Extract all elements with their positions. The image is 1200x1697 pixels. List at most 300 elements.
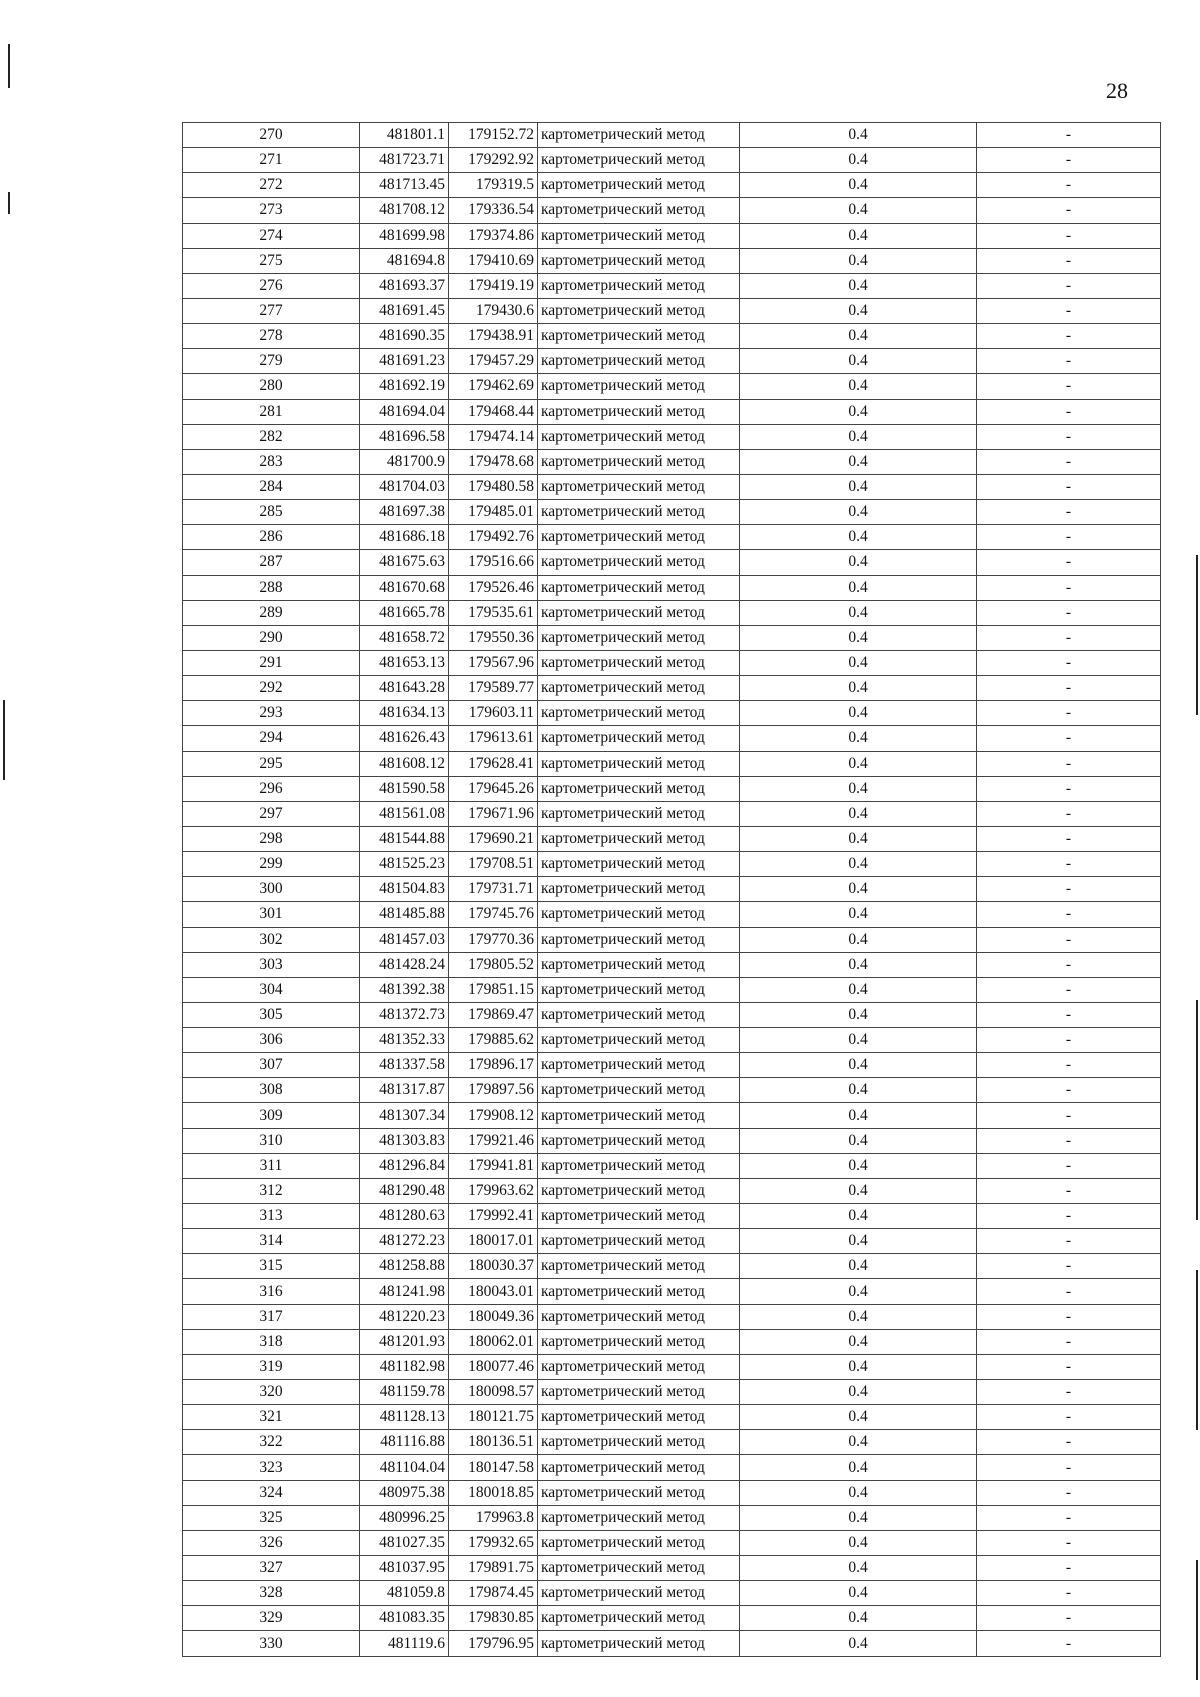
table-row — [183, 650, 1161, 675]
y-coordinate-cell: 179645.26 — [449, 776, 538, 801]
x-coordinate-cell: 481708.12 — [360, 198, 449, 223]
y-coordinate-cell: 179885.62 — [449, 1028, 538, 1053]
point-number-cell: 329 — [183, 1606, 360, 1631]
x-coordinate-cell: 481296.84 — [360, 1153, 449, 1178]
table-row — [183, 223, 1161, 248]
accuracy-cell: 0.4 — [740, 1103, 977, 1128]
table-row — [183, 1279, 1161, 1304]
x-coordinate-cell: 481159.78 — [360, 1380, 449, 1405]
accuracy-cell: 0.4 — [740, 1204, 977, 1229]
scan-artifact-left-2 — [8, 192, 10, 214]
table-row — [183, 399, 1161, 424]
point-number-cell: 276 — [183, 273, 360, 298]
accuracy-cell: 0.4 — [740, 776, 977, 801]
y-coordinate-cell: 179690.21 — [449, 826, 538, 851]
x-coordinate-cell: 481561.08 — [360, 801, 449, 826]
table-row — [183, 1304, 1161, 1329]
note-cell: - — [977, 650, 1161, 675]
method-cell: картометрический метод — [538, 977, 740, 1002]
x-coordinate-cell: 481693.37 — [360, 273, 449, 298]
y-coordinate-cell: 179535.61 — [449, 600, 538, 625]
y-coordinate-cell: 180049.36 — [449, 1304, 538, 1329]
method-cell: картометрический метод — [538, 273, 740, 298]
x-coordinate-cell: 481059.8 — [360, 1581, 449, 1606]
method-cell: картометрический метод — [538, 399, 740, 424]
table-row — [183, 1455, 1161, 1480]
accuracy-cell: 0.4 — [740, 1480, 977, 1505]
note-cell: - — [977, 474, 1161, 499]
y-coordinate-cell: 179410.69 — [449, 248, 538, 273]
y-coordinate-cell: 180077.46 — [449, 1354, 538, 1379]
accuracy-cell: 0.4 — [740, 1455, 977, 1480]
point-number-cell: 316 — [183, 1279, 360, 1304]
table-row — [183, 751, 1161, 776]
accuracy-cell: 0.4 — [740, 575, 977, 600]
y-coordinate-cell: 179891.75 — [449, 1556, 538, 1581]
point-number-cell: 300 — [183, 877, 360, 902]
method-cell: картометрический метод — [538, 1455, 740, 1480]
y-coordinate-cell: 179628.41 — [449, 751, 538, 776]
table-row — [183, 474, 1161, 499]
x-coordinate-cell: 481704.03 — [360, 474, 449, 499]
note-cell: - — [977, 374, 1161, 399]
y-coordinate-cell: 179526.46 — [449, 575, 538, 600]
point-number-cell: 322 — [183, 1430, 360, 1455]
x-coordinate-cell: 481083.35 — [360, 1606, 449, 1631]
method-cell: картометрический метод — [538, 625, 740, 650]
point-number-cell: 330 — [183, 1631, 360, 1656]
note-cell: - — [977, 977, 1161, 1002]
point-number-cell: 305 — [183, 1002, 360, 1027]
method-cell: картометрический метод — [538, 1581, 740, 1606]
note-cell: - — [977, 1530, 1161, 1555]
y-coordinate-cell: 180062.01 — [449, 1329, 538, 1354]
x-coordinate-cell: 481307.34 — [360, 1103, 449, 1128]
table-row — [183, 952, 1161, 977]
accuracy-cell: 0.4 — [740, 977, 977, 1002]
note-cell: - — [977, 1178, 1161, 1203]
y-coordinate-cell: 179478.68 — [449, 449, 538, 474]
y-coordinate-cell: 179457.29 — [449, 349, 538, 374]
table-row — [183, 550, 1161, 575]
accuracy-cell: 0.4 — [740, 625, 977, 650]
y-coordinate-cell: 179516.66 — [449, 550, 538, 575]
note-cell: - — [977, 123, 1161, 148]
accuracy-cell: 0.4 — [740, 198, 977, 223]
note-cell: - — [977, 877, 1161, 902]
accuracy-cell: 0.4 — [740, 173, 977, 198]
x-coordinate-cell: 481694.04 — [360, 399, 449, 424]
point-number-cell: 325 — [183, 1505, 360, 1530]
method-cell: картометрический метод — [538, 349, 740, 374]
table-row — [183, 424, 1161, 449]
accuracy-cell: 0.4 — [740, 1304, 977, 1329]
x-coordinate-cell: 481670.68 — [360, 575, 449, 600]
x-coordinate-cell: 481696.58 — [360, 424, 449, 449]
note-cell: - — [977, 1556, 1161, 1581]
method-cell: картометрический метод — [538, 1606, 740, 1631]
method-cell: картометрический метод — [538, 1304, 740, 1329]
table-row — [183, 676, 1161, 701]
x-coordinate-cell: 481116.88 — [360, 1430, 449, 1455]
x-coordinate-cell: 481201.93 — [360, 1329, 449, 1354]
note-cell: - — [977, 1103, 1161, 1128]
point-number-cell: 288 — [183, 575, 360, 600]
note-cell: - — [977, 952, 1161, 977]
table-row — [183, 902, 1161, 927]
table-row — [183, 1204, 1161, 1229]
point-number-cell: 294 — [183, 726, 360, 751]
x-coordinate-cell: 481690.35 — [360, 324, 449, 349]
y-coordinate-cell: 180147.58 — [449, 1455, 538, 1480]
point-number-cell: 315 — [183, 1254, 360, 1279]
note-cell: - — [977, 399, 1161, 424]
y-coordinate-cell: 179731.71 — [449, 877, 538, 902]
accuracy-cell: 0.4 — [740, 1505, 977, 1530]
method-cell: картометрический метод — [538, 1103, 740, 1128]
table-row — [183, 1480, 1161, 1505]
scan-artifact-left-1 — [8, 44, 10, 88]
note-cell: - — [977, 575, 1161, 600]
note-cell: - — [977, 1229, 1161, 1254]
note-cell: - — [977, 927, 1161, 952]
method-cell: картометрический метод — [538, 525, 740, 550]
table-row — [183, 324, 1161, 349]
accuracy-cell: 0.4 — [740, 1178, 977, 1203]
x-coordinate-cell: 481699.98 — [360, 223, 449, 248]
table-row — [183, 1002, 1161, 1027]
y-coordinate-cell: 180098.57 — [449, 1380, 538, 1405]
accuracy-cell: 0.4 — [740, 1028, 977, 1053]
y-coordinate-cell: 179550.36 — [449, 625, 538, 650]
accuracy-cell: 0.4 — [740, 1631, 977, 1656]
accuracy-cell: 0.4 — [740, 1229, 977, 1254]
note-cell: - — [977, 1380, 1161, 1405]
y-coordinate-cell: 179963.62 — [449, 1178, 538, 1203]
y-coordinate-cell: 179374.86 — [449, 223, 538, 248]
method-cell: картометрический метод — [538, 148, 740, 173]
x-coordinate-cell: 481697.38 — [360, 500, 449, 525]
accuracy-cell: 0.4 — [740, 701, 977, 726]
table-row — [183, 1329, 1161, 1354]
point-number-cell: 291 — [183, 650, 360, 675]
point-number-cell: 290 — [183, 625, 360, 650]
point-number-cell: 309 — [183, 1103, 360, 1128]
y-coordinate-cell: 180030.37 — [449, 1254, 538, 1279]
method-cell: картометрический метод — [538, 298, 740, 323]
x-coordinate-cell: 481352.33 — [360, 1028, 449, 1053]
accuracy-cell: 0.4 — [740, 726, 977, 751]
accuracy-cell: 0.4 — [740, 474, 977, 499]
method-cell: картометрический метод — [538, 726, 740, 751]
method-cell: картометрический метод — [538, 650, 740, 675]
point-number-cell: 270 — [183, 123, 360, 148]
table-row — [183, 1078, 1161, 1103]
y-coordinate-cell: 180018.85 — [449, 1480, 538, 1505]
y-coordinate-cell: 179336.54 — [449, 198, 538, 223]
note-cell: - — [977, 902, 1161, 927]
point-number-cell: 273 — [183, 198, 360, 223]
point-number-cell: 323 — [183, 1455, 360, 1480]
table-row — [183, 801, 1161, 826]
x-coordinate-cell: 481504.83 — [360, 877, 449, 902]
table-row — [183, 1380, 1161, 1405]
table-row — [183, 1405, 1161, 1430]
note-cell: - — [977, 349, 1161, 374]
point-number-cell: 306 — [183, 1028, 360, 1053]
note-cell: - — [977, 324, 1161, 349]
x-coordinate-cell: 481104.04 — [360, 1455, 449, 1480]
x-coordinate-cell: 481241.98 — [360, 1279, 449, 1304]
y-coordinate-cell: 179805.52 — [449, 952, 538, 977]
note-cell: - — [977, 801, 1161, 826]
point-number-cell: 272 — [183, 173, 360, 198]
note-cell: - — [977, 1279, 1161, 1304]
table-row — [183, 1631, 1161, 1656]
note-cell: - — [977, 1028, 1161, 1053]
point-number-cell: 277 — [183, 298, 360, 323]
method-cell: картометрический метод — [538, 223, 740, 248]
point-number-cell: 312 — [183, 1178, 360, 1203]
table-row — [183, 198, 1161, 223]
accuracy-cell: 0.4 — [740, 877, 977, 902]
note-cell: - — [977, 1505, 1161, 1530]
method-cell: картометрический метод — [538, 248, 740, 273]
method-cell: картометрический метод — [538, 1480, 740, 1505]
y-coordinate-cell: 180136.51 — [449, 1430, 538, 1455]
note-cell: - — [977, 298, 1161, 323]
accuracy-cell: 0.4 — [740, 1556, 977, 1581]
note-cell: - — [977, 223, 1161, 248]
x-coordinate-cell: 481037.95 — [360, 1556, 449, 1581]
table-row — [183, 1229, 1161, 1254]
x-coordinate-cell: 481027.35 — [360, 1530, 449, 1555]
y-coordinate-cell: 179589.77 — [449, 676, 538, 701]
accuracy-cell: 0.4 — [740, 1078, 977, 1103]
table-row — [183, 173, 1161, 198]
method-cell: картометрический метод — [538, 676, 740, 701]
point-number-cell: 286 — [183, 525, 360, 550]
method-cell: картометрический метод — [538, 474, 740, 499]
method-cell: картометрический метод — [538, 801, 740, 826]
x-coordinate-cell: 481665.78 — [360, 600, 449, 625]
table-row — [183, 600, 1161, 625]
y-coordinate-cell: 179671.96 — [449, 801, 538, 826]
method-cell: картометрический метод — [538, 776, 740, 801]
point-number-cell: 311 — [183, 1153, 360, 1178]
note-cell: - — [977, 1581, 1161, 1606]
note-cell: - — [977, 273, 1161, 298]
accuracy-cell: 0.4 — [740, 751, 977, 776]
point-number-cell: 279 — [183, 349, 360, 374]
x-coordinate-cell: 481303.83 — [360, 1128, 449, 1153]
note-cell: - — [977, 852, 1161, 877]
y-coordinate-cell: 179462.69 — [449, 374, 538, 399]
x-coordinate-cell: 481272.23 — [360, 1229, 449, 1254]
table-row — [183, 525, 1161, 550]
method-cell: картометрический метод — [538, 449, 740, 474]
x-coordinate-cell: 481128.13 — [360, 1405, 449, 1430]
point-number-cell: 317 — [183, 1304, 360, 1329]
point-number-cell: 281 — [183, 399, 360, 424]
x-coordinate-cell: 481692.19 — [360, 374, 449, 399]
note-cell: - — [977, 676, 1161, 701]
method-cell: картометрический метод — [538, 1505, 740, 1530]
note-cell: - — [977, 826, 1161, 851]
x-coordinate-cell: 481658.72 — [360, 625, 449, 650]
method-cell: картометрический метод — [538, 575, 740, 600]
x-coordinate-cell: 481290.48 — [360, 1178, 449, 1203]
table-row — [183, 1103, 1161, 1128]
table-row — [183, 1354, 1161, 1379]
table-row — [183, 298, 1161, 323]
table-row — [183, 1430, 1161, 1455]
point-number-cell: 298 — [183, 826, 360, 851]
accuracy-cell: 0.4 — [740, 248, 977, 273]
accuracy-cell: 0.4 — [740, 550, 977, 575]
scan-artifact-right-3 — [1196, 1270, 1198, 1430]
y-coordinate-cell: 179921.46 — [449, 1128, 538, 1153]
method-cell: картометрический метод — [538, 600, 740, 625]
method-cell: картометрический метод — [538, 1380, 740, 1405]
note-cell: - — [977, 600, 1161, 625]
accuracy-cell: 0.4 — [740, 826, 977, 851]
table-row — [183, 148, 1161, 173]
point-number-cell: 328 — [183, 1581, 360, 1606]
y-coordinate-cell: 179830.85 — [449, 1606, 538, 1631]
method-cell: картометрический метод — [538, 927, 740, 952]
x-coordinate-cell: 481457.03 — [360, 927, 449, 952]
point-number-cell: 310 — [183, 1128, 360, 1153]
x-coordinate-cell: 481182.98 — [360, 1354, 449, 1379]
x-coordinate-cell: 481634.13 — [360, 701, 449, 726]
method-cell: картометрический метод — [538, 1028, 740, 1053]
accuracy-cell: 0.4 — [740, 1405, 977, 1430]
note-cell: - — [977, 1430, 1161, 1455]
accuracy-cell: 0.4 — [740, 1430, 977, 1455]
note-cell: - — [977, 198, 1161, 223]
note-cell: - — [977, 248, 1161, 273]
y-coordinate-cell: 179745.76 — [449, 902, 538, 927]
method-cell: картометрический метод — [538, 701, 740, 726]
table-row — [183, 349, 1161, 374]
method-cell: картометрический метод — [538, 1279, 740, 1304]
method-cell: картометрический метод — [538, 1329, 740, 1354]
accuracy-cell: 0.4 — [740, 1279, 977, 1304]
method-cell: картометрический метод — [538, 374, 740, 399]
table-row — [183, 852, 1161, 877]
note-cell: - — [977, 1480, 1161, 1505]
accuracy-cell: 0.4 — [740, 1530, 977, 1555]
y-coordinate-cell: 179851.15 — [449, 977, 538, 1002]
accuracy-cell: 0.4 — [740, 525, 977, 550]
note-cell: - — [977, 173, 1161, 198]
point-number-cell: 318 — [183, 1329, 360, 1354]
y-coordinate-cell: 179492.76 — [449, 525, 538, 550]
table-row — [183, 575, 1161, 600]
accuracy-cell: 0.4 — [740, 1581, 977, 1606]
accuracy-cell: 0.4 — [740, 650, 977, 675]
table-row — [183, 1556, 1161, 1581]
point-number-cell: 314 — [183, 1229, 360, 1254]
note-cell: - — [977, 1078, 1161, 1103]
x-coordinate-cell: 481653.13 — [360, 650, 449, 675]
y-coordinate-cell: 179613.61 — [449, 726, 538, 751]
x-coordinate-cell: 481608.12 — [360, 751, 449, 776]
accuracy-cell: 0.4 — [740, 223, 977, 248]
y-coordinate-cell: 179874.45 — [449, 1581, 538, 1606]
x-coordinate-cell: 481525.23 — [360, 852, 449, 877]
x-coordinate-cell: 481713.45 — [360, 173, 449, 198]
note-cell: - — [977, 550, 1161, 575]
table-row — [183, 1254, 1161, 1279]
y-coordinate-cell: 179485.01 — [449, 500, 538, 525]
coordinates-table-body — [183, 123, 1161, 1657]
point-number-cell: 304 — [183, 977, 360, 1002]
note-cell: - — [977, 1002, 1161, 1027]
y-coordinate-cell: 179419.19 — [449, 273, 538, 298]
point-number-cell: 324 — [183, 1480, 360, 1505]
note-cell: - — [977, 1153, 1161, 1178]
accuracy-cell: 0.4 — [740, 298, 977, 323]
table-row — [183, 1028, 1161, 1053]
point-number-cell: 297 — [183, 801, 360, 826]
table-row — [183, 123, 1161, 148]
y-coordinate-cell: 179896.17 — [449, 1053, 538, 1078]
method-cell: картометрический метод — [538, 1631, 740, 1656]
y-coordinate-cell: 180121.75 — [449, 1405, 538, 1430]
note-cell: - — [977, 1053, 1161, 1078]
method-cell: картометрический метод — [538, 550, 740, 575]
method-cell: картометрический метод — [538, 1153, 740, 1178]
y-coordinate-cell: 179292.92 — [449, 148, 538, 173]
accuracy-cell: 0.4 — [740, 374, 977, 399]
point-number-cell: 287 — [183, 550, 360, 575]
x-coordinate-cell: 481337.58 — [360, 1053, 449, 1078]
accuracy-cell: 0.4 — [740, 852, 977, 877]
y-coordinate-cell: 179480.58 — [449, 474, 538, 499]
note-cell: - — [977, 500, 1161, 525]
note-cell: - — [977, 625, 1161, 650]
method-cell: картометрический метод — [538, 1430, 740, 1455]
x-coordinate-cell: 481258.88 — [360, 1254, 449, 1279]
point-number-cell: 308 — [183, 1078, 360, 1103]
y-coordinate-cell: 179468.44 — [449, 399, 538, 424]
accuracy-cell: 0.4 — [740, 1128, 977, 1153]
x-coordinate-cell: 481801.1 — [360, 123, 449, 148]
x-coordinate-cell: 481675.63 — [360, 550, 449, 575]
x-coordinate-cell: 481119.6 — [360, 1631, 449, 1656]
x-coordinate-cell: 481220.23 — [360, 1304, 449, 1329]
point-number-cell: 313 — [183, 1204, 360, 1229]
method-cell: картометрический метод — [538, 123, 740, 148]
note-cell: - — [977, 726, 1161, 751]
note-cell: - — [977, 1254, 1161, 1279]
accuracy-cell: 0.4 — [740, 1606, 977, 1631]
note-cell: - — [977, 1455, 1161, 1480]
coordinates-table — [182, 122, 1161, 1657]
method-cell: картометрический метод — [538, 1405, 740, 1430]
accuracy-cell: 0.4 — [740, 273, 977, 298]
accuracy-cell: 0.4 — [740, 123, 977, 148]
accuracy-cell: 0.4 — [740, 1254, 977, 1279]
accuracy-cell: 0.4 — [740, 449, 977, 474]
table-row — [183, 625, 1161, 650]
table-row — [183, 273, 1161, 298]
point-number-cell: 278 — [183, 324, 360, 349]
y-coordinate-cell: 179319.5 — [449, 173, 538, 198]
accuracy-cell: 0.4 — [740, 1002, 977, 1027]
